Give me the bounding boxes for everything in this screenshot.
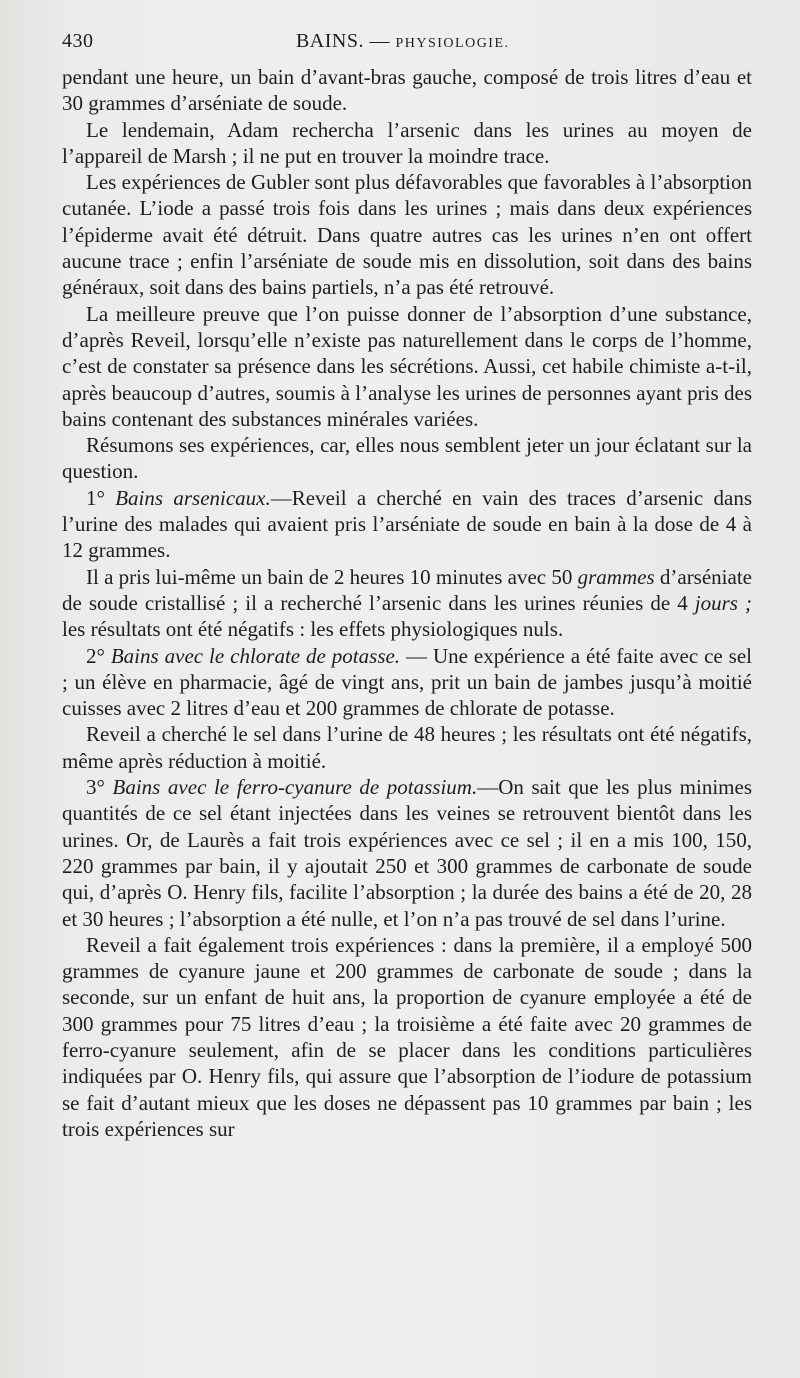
section-heading: Bains avec le ferro-cyanure de potassium.	[112, 775, 478, 800]
paragraph-arsenic-2	[62, 564, 752, 643]
section-number: 3°	[86, 775, 113, 800]
running-title-section: PHYSIOLOGIE.	[395, 36, 510, 51]
paragraph-ferro-2: Reveil a fait également trois expériences : dans la première, il a employé 500 grammes de cyanure jaune et 200 grammes de carbonate de soude ; dans la seconde, sur un enfant de huit ans, la proportion de cyanure employée a été de 300 grammes pour 75 litres d’eau ; la troisième a été faite avec 20 grammes de ferro-cyanure seulement, afin de se placer dans les conditions particulières indiquées par O. Henry fils, qui assure que l’absorption de l’iodure de potassium se fait d’autant mieux que les doses ne dépassent pas 10 grammes par bain ; les trois expériences sur	[62, 932, 752, 1141]
body-text	[62, 64, 752, 1142]
paragraph-chlorate-2: Reveil a cherché le sel dans l’urine de 48 heures ; les résultats ont été négatifs, même après réduction à moitié.	[62, 722, 752, 773]
section-text: —Reveil a cherché en vain des traces d’arsenic dans l’urine des malades qui avaient pris l’arséniate de soude en bain à la dose de 4 à 12 grammes.	[62, 485, 753, 563]
section-number: 2°	[86, 643, 111, 668]
paragraph-4: La meilleure preuve que l’on puisse donner de l’absorption d’une substance, d’après Reveil, lorsqu’elle n’existe pas naturellement dans le corps de l’homme, c’est de constater sa présence dans les sécrétions. Aussi, cet habile chimiste a-t-il, après beaucoup d’autres, soumis à l’analyse les urines de personnes ayant pris des bains contenant des substances minérales variées.	[62, 301, 752, 431]
section-ferro	[62, 774, 752, 932]
section-number: 1°	[86, 485, 116, 510]
section-text: —On sait que les plus minimes quantités de ce sel étant injectées dans les veines se retrouvent bientôt dans les urines. Or, de Laurès a fait trois expériences avec ce sel ; il en a mis 100, 150, 220 grammes par bain, il y ajoutait 250 et 300 grammes de carbonate de soude qui, d’après O. Henry fils, facilite l’absorption ; la durée des bains a été de 20, 28 et 30 heures ; l’absorption a été nulle, et l’on n’a pas trouvé de sel dans l’urine.	[62, 775, 752, 931]
text-run: Il a pris lui-même un bain de 2 heures 10 minutes avec 50	[86, 564, 578, 589]
running-title	[94, 30, 753, 53]
section-arsenic	[62, 485, 752, 564]
italic-run: jours ;	[694, 590, 752, 615]
running-title-main: BAINS.	[295, 30, 364, 52]
italic-run: grammes	[577, 564, 655, 589]
paragraph-3: Les expériences de Gubler sont plus défavorables que favorables à l’absorption cutanée. L’iode a passé trois fois dans les urines ; mais dans deux expériences l’épiderme avait été détruit. Dans quatre autres cas les urines n’en ont offert aucune trace ; enfin l’arséniate de soude mis en dissolution, soit dans des bains généraux, soit dans des bains partiels, n’a pas été retrouvé.	[62, 170, 752, 300]
section-chlorate	[62, 643, 752, 722]
section-heading: Bains avec le chlorate de potasse.	[110, 643, 401, 668]
page-header	[62, 30, 752, 64]
text-run: les résultats ont été négatifs : les effets physiologiques nuls.	[62, 617, 564, 642]
section-text: — Une expérience a été faite avec ce sel ; un élève en pharmacie, âgé de vingt ans, prit un bain de jambes jusqu’à moitié cuisses avec 2 litres d’eau et 200 grammes de chlorate de potasse.	[62, 643, 752, 721]
section-heading: Bains arsenicaux.	[115, 485, 271, 510]
paragraph-5: Résumons ses expériences, car, elles nous semblent jeter un jour éclatant sur la question.	[62, 433, 752, 484]
text-run: d’arséniate de soude cristallisé ; il a recherché l’arsenic dans les urines réunies de 4	[62, 564, 752, 615]
page-number: 430	[62, 30, 94, 52]
paragraph-1: pendant une heure, un bain d’avant-bras gauche, composé de trois litres d’eau et 30 grammes d’arséniate de soude.	[62, 65, 752, 116]
running-title-dash: —	[363, 30, 396, 52]
paragraph-2: Le lendemain, Adam rechercha l’arsenic dans les urines au moyen de l’appareil de Marsh ; il ne put en trouver la moindre trace.	[62, 117, 752, 168]
